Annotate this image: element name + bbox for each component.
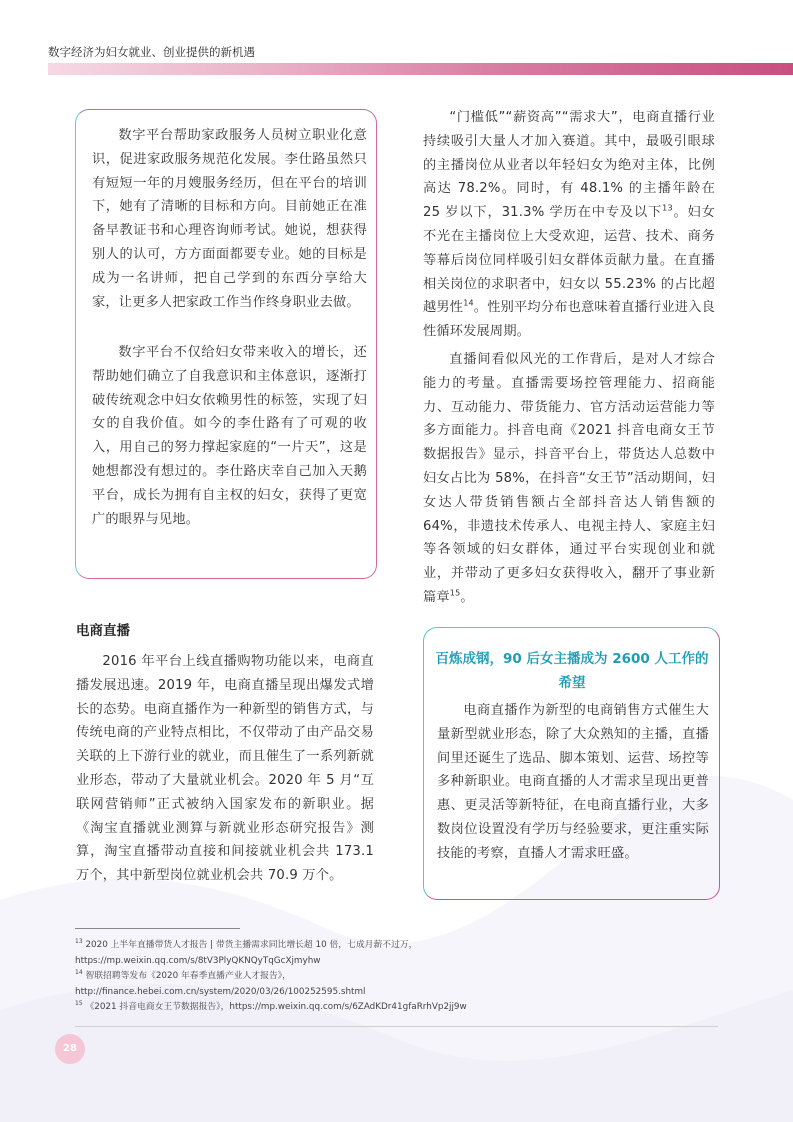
footnote-ref-14: 14 bbox=[463, 298, 474, 308]
running-header-title: 数字经济为妇女就业、创业提供的新机遇 bbox=[48, 45, 255, 59]
right-paragraph-2: 直播间看似风光的工作背后，是对人才综合能力的考量。直播需要场控管理能力、招商能力、互动能力、带货能力、官方活动运营能力等多方面能力。抖音电商《2021 抖音电商女王节数据报告》显示，抖音平台上，带货达人总数中妇女占比为 58%，在抖音“女王节”活动期间，妇女达人带货销售额占全部抖音达人销售额的 64%，非遗技术传承人、电视主持人、家庭主妇等各领域的妇女群体，通过平台实现创业和就业，并带动了更多妇女获得收入，翻开了事业新篇章$^{15}$。 bbox=[423, 352, 715, 605]
story-paragraph-1: 数字平台帮助家政服务人员树立职业化意识，促进家政服务规范化发展。李仕路虽然只有短短一年的月嫂服务经历，但在平台的培训下，她有了清晰的目标和方向。目前她正在准备早教证书和心理咨询师考试。她说，想获得别人的认可，方方面面都要专业。她的目标是成为一名讲师，把自己学到的东西分享给大家，让更多人把家政工作当作终身职业去做。 bbox=[92, 128, 367, 310]
footnote-ref-13: 13 bbox=[662, 203, 673, 213]
ecommerce-live-paragraph: 2016 年平台上线直播购物功能以来，电商直播发展迅速。2019 年，电商直播呈现出爆发式增长的态势。电商直播作为一种新型的销售方式，与传统电商的产业特点相比，不仅带动了由产品交易关联的上下游行业的就业，而且催生了一系列新就业形态，带动了大量就业机会。2020 年 5 月“互联网营销师”正式被纳入国家发布的新职业。据《淘宝直播就业测算与新就业形态研究报告》测算，淘宝直播带动直接和间接就业机会共 173.1 万个，其中新型岗位就业机会共 70.9 万个。 bbox=[76, 654, 374, 884]
section-title-ecommerce-live: 电商直播 bbox=[76, 623, 130, 639]
bottom-divider bbox=[75, 1026, 718, 1027]
footnote-divider bbox=[75, 928, 240, 929]
footnote-14-url: http://finance.hebei.com.cn/system/2020/03/26/100252595.shtml bbox=[75, 986, 366, 997]
footnote-13-url: https://mp.weixin.qq.com/s/8tV3PlyQKNQyTqGcXjmyhw bbox=[75, 955, 321, 966]
footnote-ref-15: 15 bbox=[449, 588, 461, 598]
footnote-15: $^{15}$ 《2021 抖音电商女王节数据报告》，https://mp.weixin.qq.com/s/6ZAdKDr41gfaRrhVp2jj9w bbox=[75, 1000, 467, 1013]
story-paragraph-2: 数字平台不仅给妇女带来收入的增长，还帮助她们确立了自我意识和主体意识，逐渐打破传统观念中妇女依赖男性的标签，实现了妇女的自我价值。如今的李仕路有了可观的收入，用自己的努力撑起家庭的“一片天”，这是她想都没有想过的。李仕路庆幸自己加入天鹅平台，成长为拥有自主权的妇女，获得了更宽广的眼界与见地。 bbox=[92, 345, 367, 527]
page-number: 28 bbox=[55, 1034, 85, 1064]
case-box-title: 百炼成钢，90 后女主播成为 2600 人工作的希望 bbox=[435, 651, 709, 691]
footnote-13: $^{13}$ 2020 上半年直播带货人才报告 | 带货主播需求同比增长超 10 倍，七成月薪不过万， bbox=[75, 938, 418, 950]
header-gradient-band bbox=[48, 63, 793, 75]
footnote-14: $^{14}$ 智联招聘等发布《2020 年春季直播产业人才报告》， bbox=[75, 969, 291, 982]
footnotes bbox=[75, 938, 715, 1016]
case-box-paragraph: 电商直播作为新型的电商销售方式催生大量新型就业形态，除了大众熟知的主播，直播间里还诞生了选品、脚本策划、运营、场控等多种新职业。电商直播的人才需求呈现出更普惠、更灵活等新特征，在电商直播行业，大多数岗位设置没有学历与经验要求，更注重实际技能的考察，直播人才需求旺盛。 bbox=[437, 703, 709, 861]
right-paragraph-1: “门槛低”“薪资高”“需求大”，电商直播行业持续吸引大量人才加入赛道。其中，最吸引眼球的主播岗位从业者以年轻妇女为绝对主体，比例高达 78.2%。同时，有 48.1% 的主播年龄在 25 岁以下，31.3% 学历在中专及以下$^{13}$。妇女不光在主播岗位上大受欢迎，运营、技术、商务等幕后岗位同样吸引妇女群体贡献力量。在直播相关岗位的求职者中，妇女以 55.23% 的占比超越男性$^{14}$。性别平均分布也意味着直播行业进入良性循环发展周期。 bbox=[423, 110, 715, 340]
